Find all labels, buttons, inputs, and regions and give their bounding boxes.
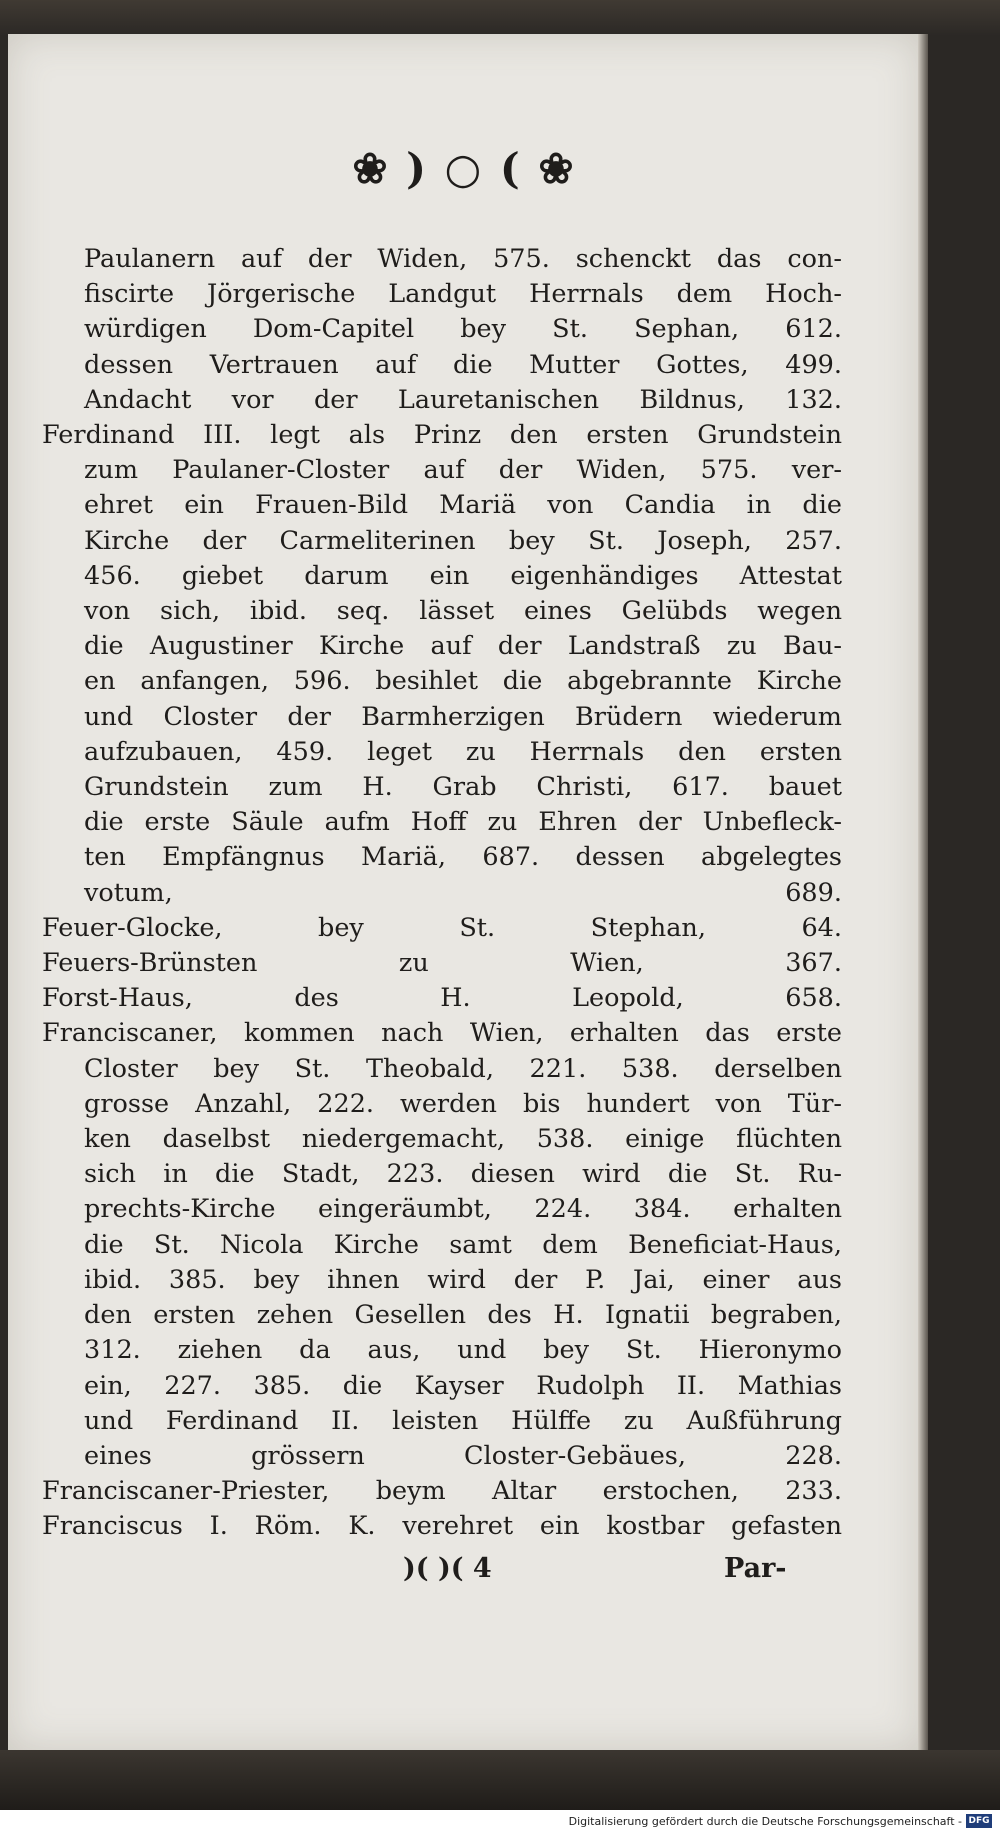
text-line: würdigen Dom-Capitel bey St. Sephan, 612. <box>84 314 842 345</box>
text-line: ten Empfängnus Mariä, 687. dessen abgelegtes <box>84 842 842 873</box>
text-line: aufzubauen, 459. leget zu Herrnals den ersten <box>84 736 842 767</box>
page-edge-shadow <box>918 34 928 1750</box>
page-header-ornament: ❀ ) ○ ( ❀ <box>352 144 576 193</box>
text-line: en anfangen, 596. besihlet die abgebrannte Kirche <box>84 666 842 697</box>
text-line: ein, 227. 385. die Kayser Rudolph II. Mathias <box>84 1370 842 1401</box>
text-line: zum Paulaner-Closter auf der Widen, 575. ver- <box>84 455 842 486</box>
text-line: Kirche der Carmeliterinen bey St. Joseph, 257. <box>84 525 842 556</box>
text-line: Ferdinand III. legt als Prinz den ersten Grundstein <box>42 420 842 451</box>
text-line: Grundstein zum H. Grab Christi, 617. bauet <box>84 772 842 803</box>
text-line: die St. Nicola Kirche samt dem Beneficiat-Haus, <box>84 1229 842 1260</box>
text-line: 456. giebet darum ein eigenhändiges Attestat <box>84 560 842 591</box>
text-line: Andacht vor der Lauretanischen Bildnus, 132. <box>84 384 842 415</box>
signature-mark: )( )( 4 <box>403 1553 492 1584</box>
text-line: ibid. 385. bey ihnen wird der P. Jai, einer aus <box>84 1264 842 1295</box>
text-line: Forst-Haus, des H. Leopold, 658. <box>42 983 842 1014</box>
text-line: den ersten zehen Gesellen des H. Ignatii begraben, <box>84 1300 842 1331</box>
text-line: und Ferdinand II. leisten Hülffe zu Außführung <box>84 1405 842 1436</box>
text-line: Feuers-Brünsten zu Wien, 367. <box>42 948 842 979</box>
digitization-credit: Digitalisierung gefördert durch die Deutsche Forschungsgemeinschaft - <box>568 1815 962 1828</box>
scan-bottom-edge <box>0 1750 1000 1810</box>
text-line: und Closter der Barmherzigen Brüdern wiederum <box>84 701 842 732</box>
text-line: fiscirte Jörgerische Landgut Herrnals dem Hoch- <box>84 279 842 310</box>
text-line: Closter bey St. Theobald, 221. 538. derselben <box>84 1053 842 1084</box>
text-line: die Augustiner Kirche auf der Landstraß zu Bau- <box>84 631 842 662</box>
scan-top-edge <box>0 0 1000 36</box>
text-line: Franciscaner-Priester, beym Altar erstochen, 233. <box>42 1476 842 1507</box>
text-line: grosse Anzahl, 222. werden bis hundert von Tür- <box>84 1088 842 1119</box>
text-line: Paulanern auf der Widen, 575. schenckt das con- <box>84 244 842 274</box>
text-line: ken daselbst niedergemacht, 538. einige flüchten <box>84 1124 842 1155</box>
dfg-logo: DFG <box>966 1814 992 1828</box>
text-line: Feuer-Glocke, bey St. Stephan, 64. <box>42 912 842 943</box>
index-text-block <box>42 242 842 1545</box>
text-line: votum, 689. <box>84 877 842 908</box>
text-line: prechts-Kirche eingeräumbt, 224. 384. erhalten <box>84 1194 842 1225</box>
text-line: Franciscus I. Röm. K. verehret ein kostbar gefasten <box>42 1511 842 1542</box>
text-line: ehret ein Frauen-Bild Mariä von Candia in die <box>84 490 842 521</box>
text-line: die erste Säule aufm Hoff zu Ehren der Unbefleck- <box>84 807 842 838</box>
text-line: von sich, ibid. seq. lässet eines Gelübds wegen <box>84 596 842 627</box>
book-page <box>8 34 920 1750</box>
text-line: Franciscaner, kommen nach Wien, erhalten das erste <box>42 1018 842 1049</box>
text-line: eines grössern Closter-Gebäues, 228. <box>84 1440 842 1471</box>
text-line: dessen Vertrauen auf die Mutter Gottes, 499. <box>84 349 842 380</box>
text-line: 312. ziehen da aus, und bey St. Hieronymo <box>84 1335 842 1366</box>
catchword: Par- <box>724 1553 787 1584</box>
text-line: sich in die Stadt, 223. diesen wird die St. Ru- <box>84 1159 842 1190</box>
